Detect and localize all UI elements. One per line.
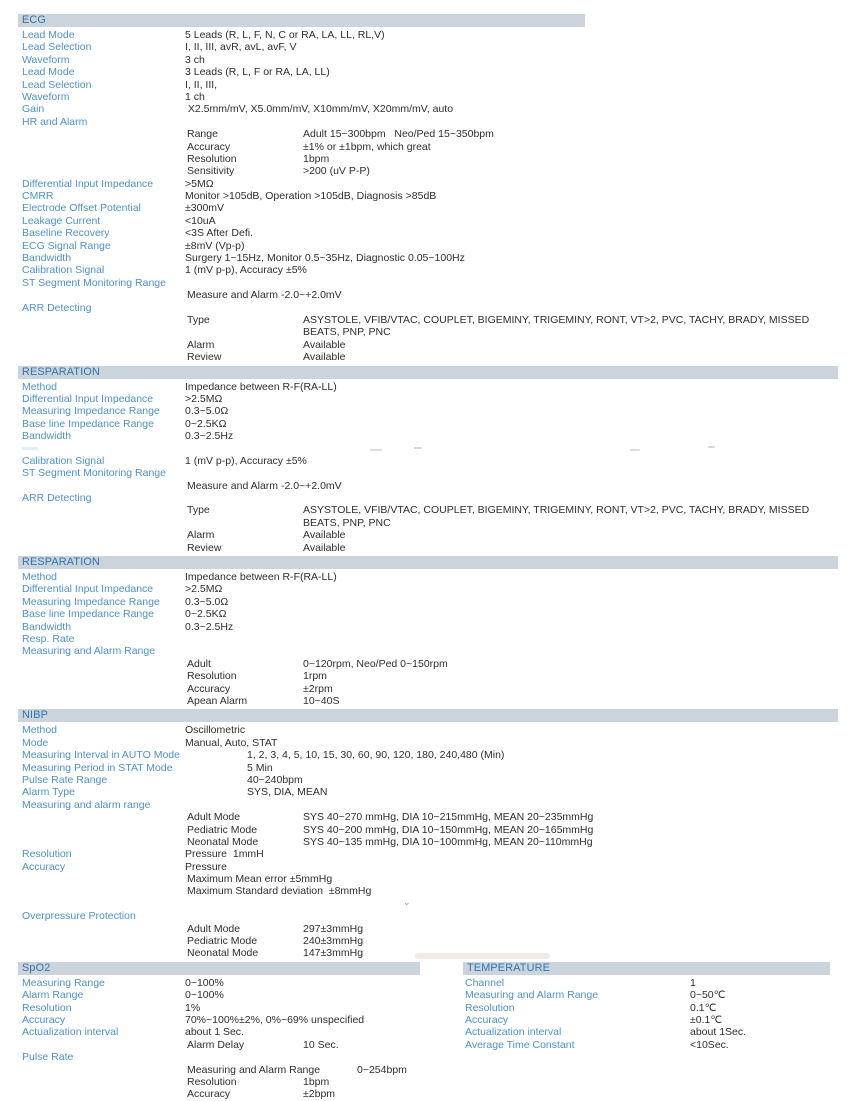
spec-value: 0.3~5.0Ω [185,405,229,418]
spec-label: Accuracy [22,1013,66,1026]
section-title: TEMPERATURE [467,961,550,974]
spec-label: Channel [465,976,505,989]
spec-row [18,645,838,657]
spec-value: SYS 40~270 mmHg, DIA 10~215mmHg, MEAN 20~235mmHg [303,811,594,824]
spec-row [463,1026,830,1038]
spec-label: Actualization interval [22,1026,119,1039]
spec-label: Method [22,724,58,737]
chevron-down-artifact: ⌄ [403,896,411,907]
section-ecg [18,14,838,364]
spec-value: <10Sec. [690,1038,729,1051]
spec-row [18,153,838,165]
spec-label: Accuracy [465,1013,509,1026]
spec-row [18,91,838,103]
spec-row [18,695,838,707]
spec-label: Calibration Signal [22,264,105,277]
spec-row [18,873,838,885]
spec-value: Impedance between R-F(RA-LL) [185,571,337,584]
section-nibp [18,709,838,959]
erased-mark-artifact [630,449,640,451]
spec-value: Adult 15~300bpm Neo/Ped 15~350bpm [303,128,494,141]
spec-row [18,824,838,836]
spec-row [18,811,838,823]
spec-subkey: Resolution [187,670,237,683]
spec-subkey: Measuring and Alarm Range [187,1063,321,1076]
spec-label: CMRR [22,190,54,203]
spec-label: Lead Selection [22,78,92,91]
spec-label: ARR Detecting [22,492,92,505]
spec-row [18,683,838,695]
spec-row [18,935,838,947]
spec-label: Resp. Rate [22,633,75,646]
spec-row [18,277,838,289]
spec-label: Pulse Rate Range [22,773,108,786]
spec-row [18,215,838,227]
spec-row [18,737,838,749]
spec-row [18,749,838,761]
spec-subkey: Review [187,541,222,554]
spec-row [18,762,838,774]
spec-label: Pulse Rate [22,1051,74,1064]
spec-row [18,405,838,417]
spec-label: Accuracy [22,860,66,873]
spec-subkey: Adult Mode [187,811,241,824]
spec-label: Overpressure Protection [22,910,136,923]
section-header-bar [18,709,838,722]
spec-row [18,165,838,177]
spec-row [18,480,838,492]
spec-value: >200 (uV P-P) [303,165,370,178]
spec-label: Base line Impedance Range [22,417,154,430]
section-title: ECG [22,14,46,26]
spec-label: Differential Input Impedance [22,392,154,405]
spec-value: 0.1℃ [690,1001,717,1014]
spec-row [463,1002,830,1014]
section-spo2 [18,962,463,1101]
section-resp1 [18,366,838,555]
spec-row [18,351,838,363]
spec-row [18,898,838,910]
spec-value: Available [303,351,346,364]
spec-value: 1rpm [303,670,327,683]
spec-value: Maximum Mean error ±5mmHg [187,873,333,886]
erased-row-artifact [18,443,838,455]
spec-row [18,202,838,214]
spec-value: I, II, III, avR, avL, avF, V [185,41,297,54]
spec-row [18,836,838,848]
spec-subkey: Accuracy [187,140,231,153]
spec-row [18,79,838,91]
spec-subkey: Type [187,504,210,517]
spec-value: Impedance between R-F(RA-LL) [185,380,337,393]
spec-row [18,227,838,239]
spec-label: Electrode Offset Potential [22,202,141,215]
spec-row [18,178,838,190]
erased-mark-artifact [22,447,38,450]
spec-value: 1% [185,1001,201,1014]
spec-row [18,190,838,202]
spec-row [18,1076,463,1088]
spec-value: Monitor >105dB, Operation >105dB, Diagnosis >85dB [185,190,437,203]
section-title: SpO2 [22,961,51,974]
spec-row [18,1064,463,1076]
spec-value: 240±3mmHg [303,935,364,948]
spec-row [18,786,838,798]
spec-subkey: Neonatal Mode [187,947,259,960]
spec-label: Gain [22,103,45,116]
spec-label: Differential Input Impedance [22,177,154,190]
spec-value: X2.5mm/mV, X5.0mm/mV, X10mm/mV, X20mm/mV, auto [185,103,454,116]
spec-label: Bandwidth [22,620,72,633]
spec-label: ST Segment Monitoring Range [22,276,166,289]
spec-value: 0.3~2.5Hz [185,430,234,443]
spec-label: Method [22,380,58,393]
spec-value: Pressure [185,860,228,873]
spec-row [18,430,838,442]
spec-label: Measuring and Alarm Range [22,645,156,658]
section-header-bar [18,14,585,27]
spec-row [18,774,838,786]
spec-value: 5 Min [247,761,273,774]
spec-label: Measuring Period in STAT Mode [22,761,173,774]
spec-label: Measuring Interval in AUTO Mode [22,749,180,762]
spec-value: Available [303,338,346,351]
spec-row [18,41,838,53]
spec-value: >2.5MΩ [185,583,223,596]
spec-value: Measure and Alarm -2.0~+2.0mV [187,289,342,302]
spec-value: Available [303,529,346,542]
spec-row [18,252,838,264]
spec-value: Maximum Standard deviation ±8mmHg [187,885,372,898]
spec-row [18,418,838,430]
erased-mark-artifact [414,447,422,449]
spec-label: Measuring Range [22,976,105,989]
spec-label: Baseline Recovery [22,227,110,240]
section-temperature [463,962,830,1101]
spec-row [18,799,838,811]
spec-row [18,583,838,595]
section-title: RESPARATION [22,365,100,378]
spec-subkey: Neonatal Mode [187,835,259,848]
spec-value: <3S After Defi. [185,227,253,240]
spec-value: ASYSTOLE, VFIB/VTAC, COUPLET, BIGEMINY, TRIGEMINY, RONT, VT>2, PVC, TACHY, BRADY, MISSED BEATS, PNP, PNC [303,504,813,529]
spec-value: ±1% or ±1bpm, which great [303,140,431,153]
spec-label: Actualization interval [465,1026,562,1039]
spec-value: I, II, III, [185,78,218,91]
spec-label: HR and Alarm [22,115,88,128]
spec-subkey: Alarm Delay [187,1038,245,1051]
spec-value: 0~2.5KΩ [185,608,227,621]
spec-row [18,314,838,339]
spec-label: Measuring Impedance Range [22,595,160,608]
spec-value: 40~240bpm [247,773,303,786]
spec-row [18,1088,463,1100]
spec-label: Waveform [22,53,70,66]
spec-value: 5 Leads (R, L, F, N, C or RA, LA, LL, RL,V) [185,29,385,41]
spec-label: Resolution [22,1001,72,1014]
spec-row [18,264,838,276]
spec-row [18,621,838,633]
spec-row [18,923,838,935]
spec-value: SYS 40~135 mmHg, DIA 10~100mmHg, MEAN 20~110mmHg [303,835,593,848]
spec-row [18,141,838,153]
spec-value: ASYSTOLE, VFIB/VTAC, COUPLET, BIGEMINY, TRIGEMINY, RONT, VT>2, PVC, TACHY, BRADY, MISSED BEATS, PNP, PNC [303,313,813,339]
spec-label: Mode [22,736,49,749]
spec-value: 297±3mmHg [303,922,364,935]
section-title: NIBP [22,709,48,722]
spec-label: Waveform [22,90,70,103]
section-bottom [18,962,838,1101]
spec-label: Alarm Type [22,786,75,799]
spec-value: SYS, DIA, MEAN [247,786,328,799]
spec-row [18,670,838,682]
spec-row [18,596,838,608]
spec-row [18,977,463,989]
spec-value: 147±3mmHg [303,947,364,960]
spec-subkey: Range [187,128,218,141]
spec-row [18,529,838,541]
spec-row [18,1039,463,1051]
spec-value: 0~254bpm [357,1063,407,1076]
spec-value: ±0.1℃ [690,1013,723,1026]
spec-label: ECG Signal Range [22,239,111,252]
section-resp2 [18,556,838,707]
section-title: RESPARATION [22,556,100,569]
spec-subkey: Accuracy [187,682,231,695]
spec-row [18,571,838,583]
spec-label: Leakage Current [22,214,101,227]
spec-label: Alarm Range [22,989,84,1002]
spec-row [18,724,838,736]
spec-value: 0.3~2.5Hz [185,620,234,633]
spec-label: Lead Selection [22,41,92,54]
spec-row [18,542,838,554]
spec-value: ±8mV (Vp-p) [185,239,245,252]
spec-label: Method [22,571,58,584]
spec-row [18,103,838,115]
spec-row [18,339,838,351]
spec-subkey: Adult Mode [187,922,241,935]
spec-row [18,29,838,41]
spec-row [18,658,838,670]
spec-value: 0.3~5.0Ω [185,595,229,608]
spec-label: Measuring and Alarm Range [465,989,599,1002]
two-column-area [18,962,838,1101]
spec-row [18,989,463,1001]
spec-value: Oscillometric [185,724,246,737]
spec-value: 3 Leads (R, L, F or RA, LA, LL) [185,66,330,79]
spec-subkey: Review [187,351,222,364]
spec-label: Bandwidth [22,252,72,265]
spec-row [463,989,830,1001]
spec-row [18,1026,463,1038]
erased-mark-artifact [370,449,382,451]
section-header-bar [18,556,838,569]
section-header-bar [18,366,838,379]
spec-row [18,240,838,252]
spec-row [18,885,838,897]
spec-row [463,977,830,989]
spec-row [18,381,838,393]
scan-smudge-artifact [415,953,550,959]
spec-row [463,1039,830,1051]
spec-value: 10 Sec. [303,1038,339,1051]
spec-row [18,116,838,128]
spec-row [18,128,838,140]
spec-value: >5MΩ [185,177,214,190]
spec-subkey: Accuracy [187,1088,231,1101]
spec-subkey: Alarm [187,338,215,351]
spec-row [18,302,838,314]
spec-value: 1 ch [185,90,205,103]
spec-row [18,504,838,529]
spec-value: <10uA [185,214,216,227]
spec-value: 1bpm [303,1075,330,1088]
spec-row [18,848,838,860]
spec-value: 0~100% [185,976,224,989]
section-header-bar [18,962,420,975]
spec-value: 0~120rpm, Neo/Ped 0~150rpm [303,657,448,670]
spec-label: Bandwidth [22,430,72,443]
spec-value: 1 (mV p-p), Accuracy ±5% [185,264,307,277]
spec-label: Resolution [22,848,72,861]
spec-value: Surgery 1~15Hz, Monitor 0.5~35Hz, Diagnostic 0.05~100Hz [185,252,465,265]
spec-value: Measure and Alarm -2.0~+2.0mV [187,479,342,492]
spec-row [463,1014,830,1026]
spec-label: ST Segment Monitoring Range [22,467,166,480]
spec-subkey: Resolution [187,152,237,165]
spec-label: Average Time Constant [465,1038,575,1051]
spec-subkey: Adult [187,657,211,670]
spec-value: ±2bpm [303,1088,336,1101]
spec-value: SYS 40~200 mmHg, DIA 10~150mmHg, MEAN 20~165mmHg [303,823,594,836]
spec-row [18,455,838,467]
spec-value: 0~100% [185,989,224,1002]
spec-value: 3 ch [185,53,205,66]
spec-label: Base line Impedance Range [22,608,154,621]
spec-subkey: Pediatric Mode [187,823,258,836]
spec-label: Calibration Signal [22,454,105,467]
spec-row [18,289,838,301]
spec-label: Differential Input Impedance [22,583,154,596]
spec-value: 0~2.5KΩ [185,417,227,430]
spec-value: about 1Sec. [690,1026,747,1039]
spec-subkey: Sensitivity [187,165,235,178]
spec-value: 10~40S [303,694,340,707]
spec-row [18,66,838,78]
spec-label: Lead Mode [22,66,75,79]
spec-subkey: Resolution [187,1075,237,1088]
spec-row [18,1014,463,1026]
spec-row [18,861,838,873]
spec-label: Resolution [465,1001,515,1014]
spec-value: 0~50℃ [690,989,726,1002]
spec-value: Manual, Auto, STAT [185,736,278,749]
spec-value: 1 (mV p-p), Accuracy ±5% [185,454,307,467]
spec-row [18,393,838,405]
spec-subkey: Alarm [187,529,215,542]
spec-label: Lead Mode [22,29,75,41]
spec-value: ±300mV [185,202,225,215]
spec-value: 1, 2, 3, 4, 5, 10, 15, 30, 60, 90, 120, 180, 240,480 (Min) [247,749,505,762]
spec-row [18,54,838,66]
spec-row [18,492,838,504]
spec-row [18,633,838,645]
spec-label: Measuring and alarm range [22,798,151,811]
spec-label: Measuring Impedance Range [22,405,160,418]
spec-value: about 1 Sec. [185,1026,244,1039]
spec-row [18,910,838,922]
spec-value: >2.5MΩ [185,392,223,405]
spec-subkey: Type [187,313,210,326]
erased-mark-artifact [708,446,715,448]
spec-value: Available [303,541,346,554]
spec-row [18,467,838,479]
spec-value: 1bpm [303,152,330,165]
spec-value: 1 [690,976,696,989]
spec-subkey: Pediatric Mode [187,935,258,948]
spec-value: ±2rpm [303,682,333,695]
spec-label: ARR Detecting [22,301,92,314]
spec-row [18,608,838,620]
spec-value: 70%~100%±2%, 0%~69% unspecified [185,1013,365,1026]
section-header-bar [463,962,830,975]
spec-value: Pressure 1mmH [185,848,264,861]
spec-subkey: Apean Alarm [187,694,248,707]
spec-row [18,1002,463,1014]
spec-row [18,1051,463,1063]
